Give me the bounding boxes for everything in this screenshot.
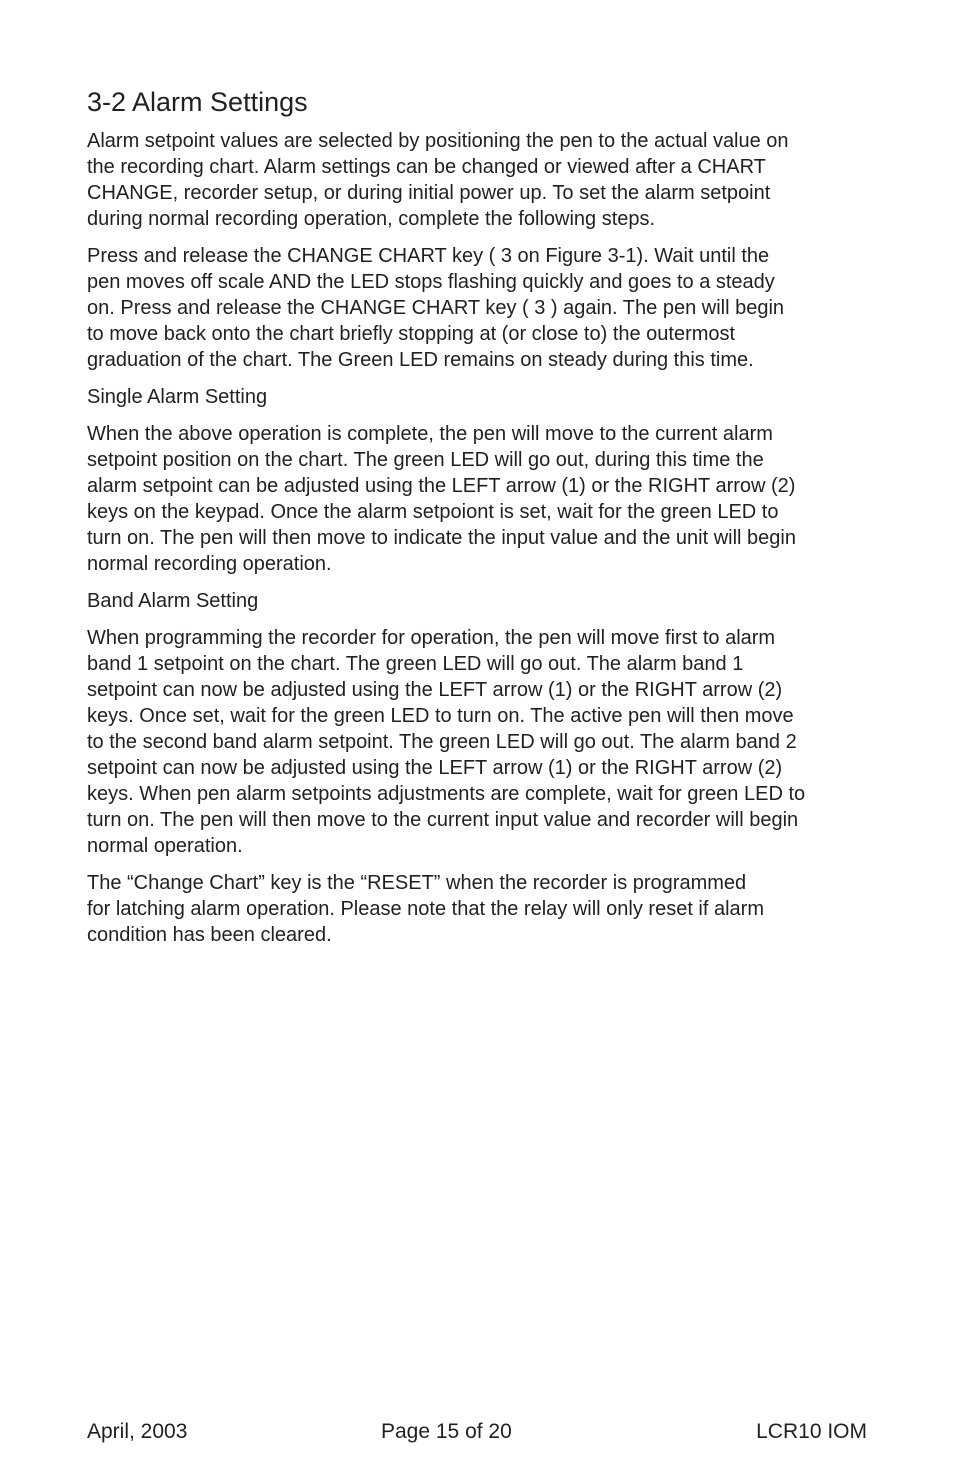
footer-page-number: Page 15 of 20: [381, 1420, 512, 1443]
intro-paragraph: Alarm setpoint values are selected by positioning the pen to the actual value on the recording chart. Alarm settings can be changed or viewed after a CHART CHANGE, recorder setup, or during initial power up. To set the alarm setpoint during normal recording operation, complete the following steps.: [87, 130, 789, 230]
band-alarm-paragraph: When programming the recorder for operation, the pen will move first to alarm band 1 setpoint on the chart. The green LED will go out. The alarm band 1 setpoint can now be adjusted using the LEFT arrow (1) or the RIGHT arrow (2) keys. Once set, wait for the green LED to turn on. The active pen will then move to the second band alarm setpoint. The green LED will go out. The alarm band 2 setpoint can now be adjusted using the LEFT arrow (1) or the RIGHT arrow (2) keys. When pen alarm setpoints adjustments are complete, wait for green LED to turn on. The pen will then move to the current input value and recorder will begin normal operation.: [87, 627, 806, 857]
footer-date: April, 2003: [87, 1420, 188, 1443]
page-footer: [87, 1418, 867, 1446]
reset-note-paragraph: The “Change Chart” key is the “RESET” when the recorder is programmed for latching alarm operation. Please note that the relay will only reset if alarm condition has been cleared.: [87, 872, 765, 946]
section-heading: 3-2 Alarm Settings: [87, 87, 308, 117]
footer-document-id: LCR10 IOM: [756, 1420, 867, 1443]
change-chart-paragraph: Press and release the CHANGE CHART key ( 3 on Figure 3-1). Wait until the pen moves off scale AND the LED stops flashing quickly and goes to a steady on. Press and release the CHANGE CHART key ( 3 ) again. The pen will begin to move back onto the chart briefly stopping at (or close to) the outermost graduation of the chart. The Green LED remains on steady during this time.: [87, 245, 785, 371]
single-alarm-subheading: Single Alarm Setting: [87, 386, 268, 408]
page-content: [87, 84, 877, 959]
band-alarm-subheading: Band Alarm Setting: [87, 590, 259, 612]
single-alarm-paragraph: When the above operation is complete, the pen will move to the current alarm setpoint position on the chart. The green LED will go out, during this time the alarm setpoint can be adjusted using the LEFT arrow (1) or the RIGHT arrow (2) keys on the keypad. Once the alarm setpoiont is set, wait for the green LED to turn on. The pen will then move to indicate the input value and the unit will begin normal recording operation.: [87, 423, 796, 575]
